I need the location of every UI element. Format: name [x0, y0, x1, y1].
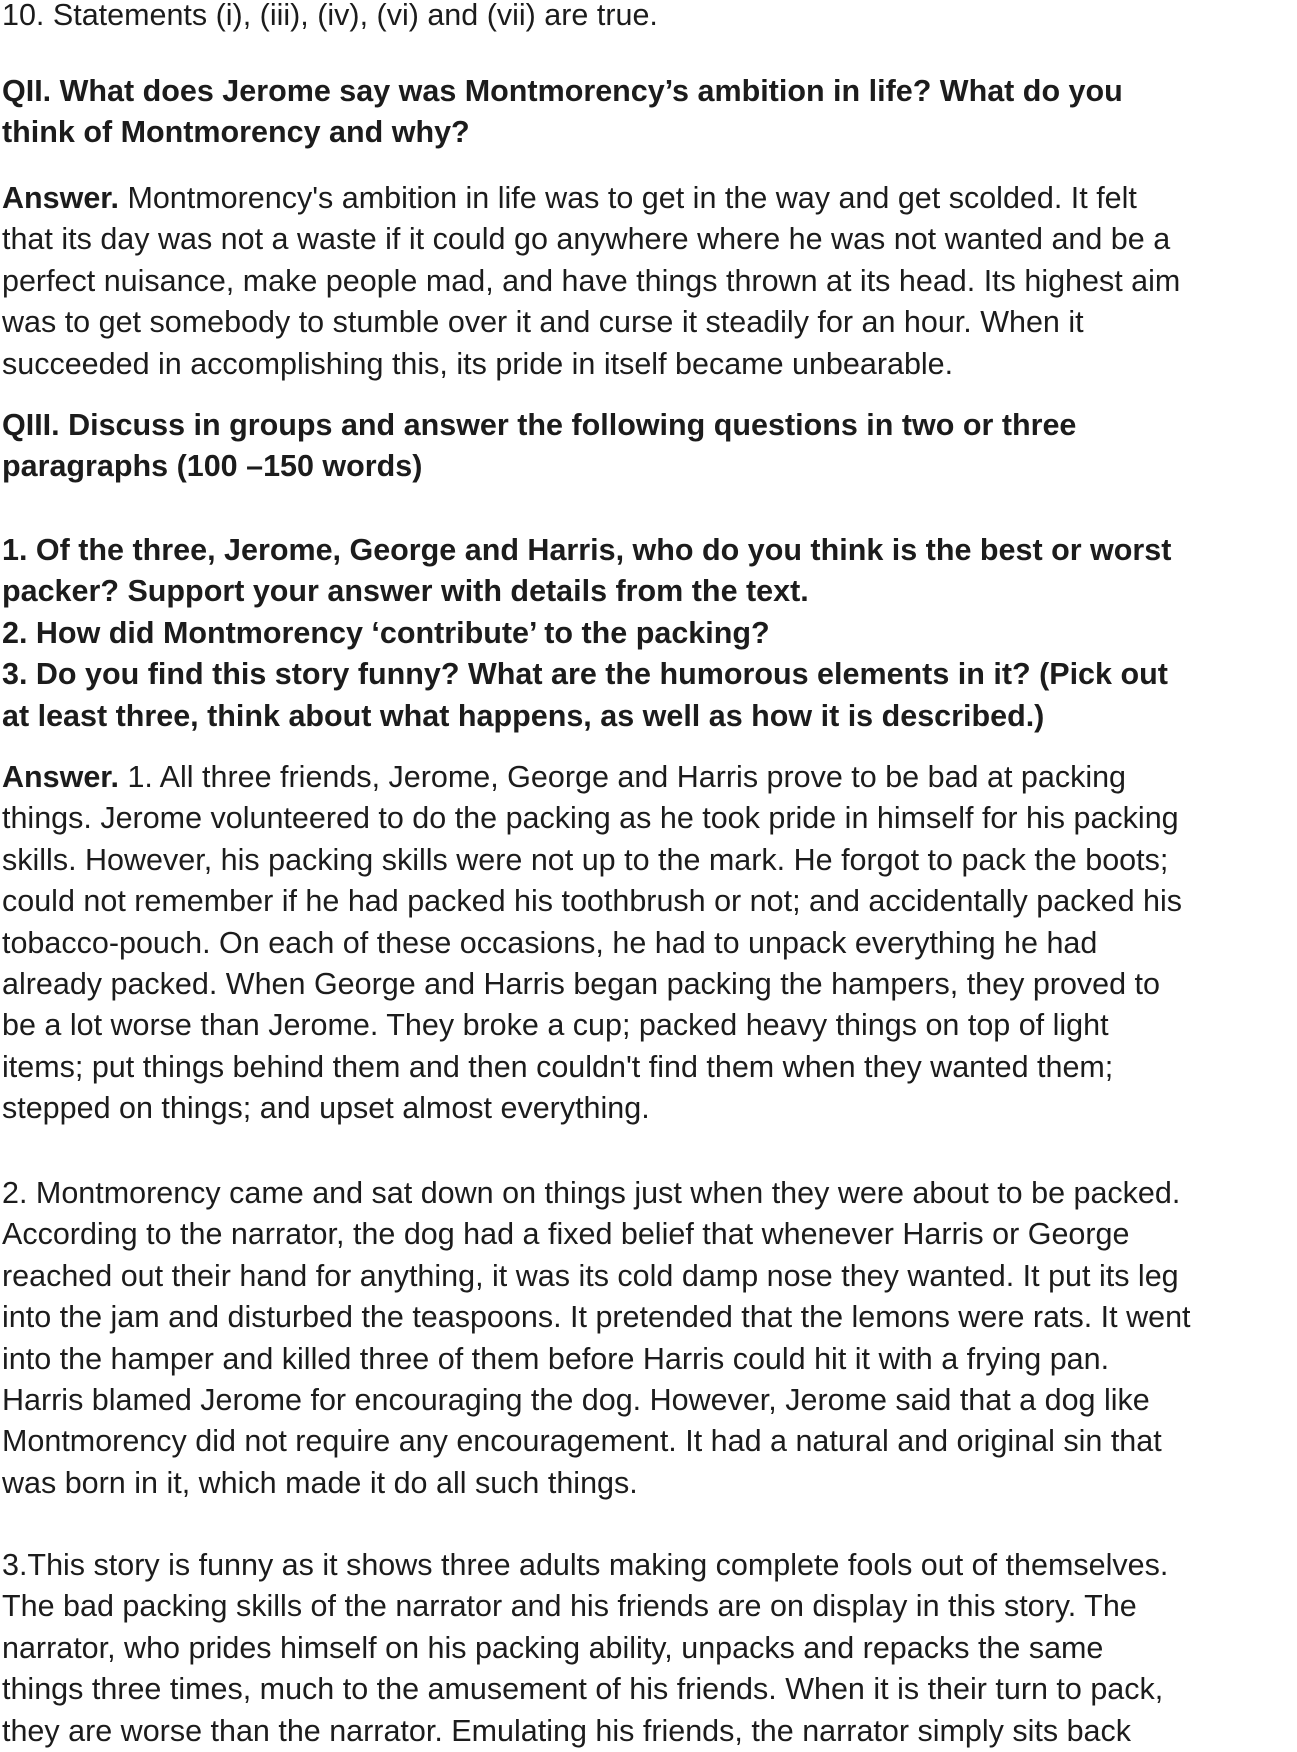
text-line: could not remember if he had packed his toothbrush or not; and accidentally packed his — [2, 884, 1183, 919]
answer-label: Answer. — [2, 181, 119, 215]
text-line: was to get somebody to stumble over it and curse it steadily for an hour. When it — [2, 305, 1084, 340]
question-ii-heading — [2, 71, 1123, 154]
text-line: According to the narrator, the dog had a fixed belief that whenever Harris or George — [2, 1217, 1130, 1252]
text-line: was born in it, which made it do all such things. — [2, 1465, 638, 1500]
text-line — [2, 178, 1180, 219]
question-item: packer? Support your answer with details from the text. — [2, 574, 809, 609]
answer-statement-10 — [2, 0, 658, 36]
question-item: at least three, think about what happens, as well as how it is described.) — [2, 698, 1045, 733]
text-line: narrator, who prides himself on his packing ability, unpacks and repacks the same — [2, 1630, 1104, 1665]
text-line: stepped on things; and upset almost everything. — [2, 1091, 650, 1126]
answer-text: Montmorency's ambition in life was to get in the way and get scolded. It felt — [118, 181, 1137, 215]
text-line: skills. However, his packing skills were not up to the mark. He forgot to pack the boots; — [2, 842, 1169, 877]
question-iii-list — [2, 530, 1171, 737]
question-item: 2. How did Montmorency ‘contribute’ to the packing? — [2, 615, 770, 650]
answer-iii-3-paragraph — [2, 1545, 1168, 1752]
answer-iii-2-paragraph — [2, 1173, 1191, 1504]
text-line: perfect nuisance, make people mad, and have things thrown at its head. Its highest aim — [2, 263, 1181, 298]
text-line: reached out their hand for anything, it was its cold damp nose they wanted. It put its leg — [2, 1258, 1179, 1293]
text-line: 2. Montmorency came and sat down on things just when they were about to be packed. — [2, 1176, 1181, 1210]
question-item: 3. Do you find this story funny? What are the humorous elements in it? (Pick out — [2, 657, 1168, 692]
text-line: 3.This story is funny as it shows three adults making complete fools out of themselves. — [2, 1548, 1169, 1582]
text-line: items; put things behind them and then couldn't find them when they wanted them; — [2, 1049, 1114, 1084]
text-line: tobacco-pouch. On each of these occasions, he had to unpack everything he had — [2, 925, 1098, 960]
question-iii-heading — [2, 405, 1076, 488]
text-line: Harris blamed Jerome for encouraging the dog. However, Jerome said that a dog like — [2, 1383, 1150, 1418]
text-line: succeeded in accomplishing this, its pride in itself became unbearable. — [2, 346, 954, 381]
answer-ii-paragraph — [2, 178, 1180, 385]
text-line: Montmorency did not require any encouragement. It had a natural and original sin that — [2, 1424, 1162, 1459]
text-line: be a lot worse than Jerome. They broke a cup; packed heavy things on top of light — [2, 1008, 1109, 1043]
text-line: into the jam and disturbed the teaspoons. It pretended that the lemons were rats. It went — [2, 1300, 1191, 1335]
text-line: into the hamper and killed three of them before Harris could hit it with a frying pan. — [2, 1341, 1110, 1376]
answer-iii-1-paragraph — [2, 757, 1182, 1130]
text-line: 10. Statements (i), (iii), (iv), (vi) and (vii) are true. — [2, 0, 658, 32]
text-line: that its day was not a waste if it could go anywhere where he was not wanted and be a — [2, 222, 1171, 257]
answer-label: Answer. — [2, 760, 119, 794]
text-line: paragraphs (100 –150 words) — [2, 449, 423, 484]
text-line — [2, 757, 1182, 798]
text-line: already packed. When George and Harris began packing the hampers, they proved to — [2, 967, 1160, 1002]
question-item: 1. Of the three, Jerome, George and Harris, who do you think is the best or worst — [2, 533, 1172, 567]
text-line: things three times, much to the amusement of his friends. When it is their turn to pack, — [2, 1672, 1164, 1707]
text-line: The bad packing skills of the narrator and his friends are on display in this story. The — [2, 1589, 1137, 1624]
text-line: they are worse than the narrator. Emulating his friends, the narrator simply sits back — [2, 1713, 1132, 1748]
text-line: think of Montmorency and why? — [2, 115, 470, 150]
answer-text: 1. All three friends, Jerome, George and Harris prove to be bad at packing — [118, 760, 1127, 794]
text-line: QII. What does Jerome say was Montmorency’s ambition in life? What do you — [2, 74, 1123, 108]
text-line: things. Jerome volunteered to do the packing as he took pride in himself for his packing — [2, 801, 1179, 836]
text-line: QIII. Discuss in groups and answer the following questions in two or three — [2, 408, 1077, 442]
